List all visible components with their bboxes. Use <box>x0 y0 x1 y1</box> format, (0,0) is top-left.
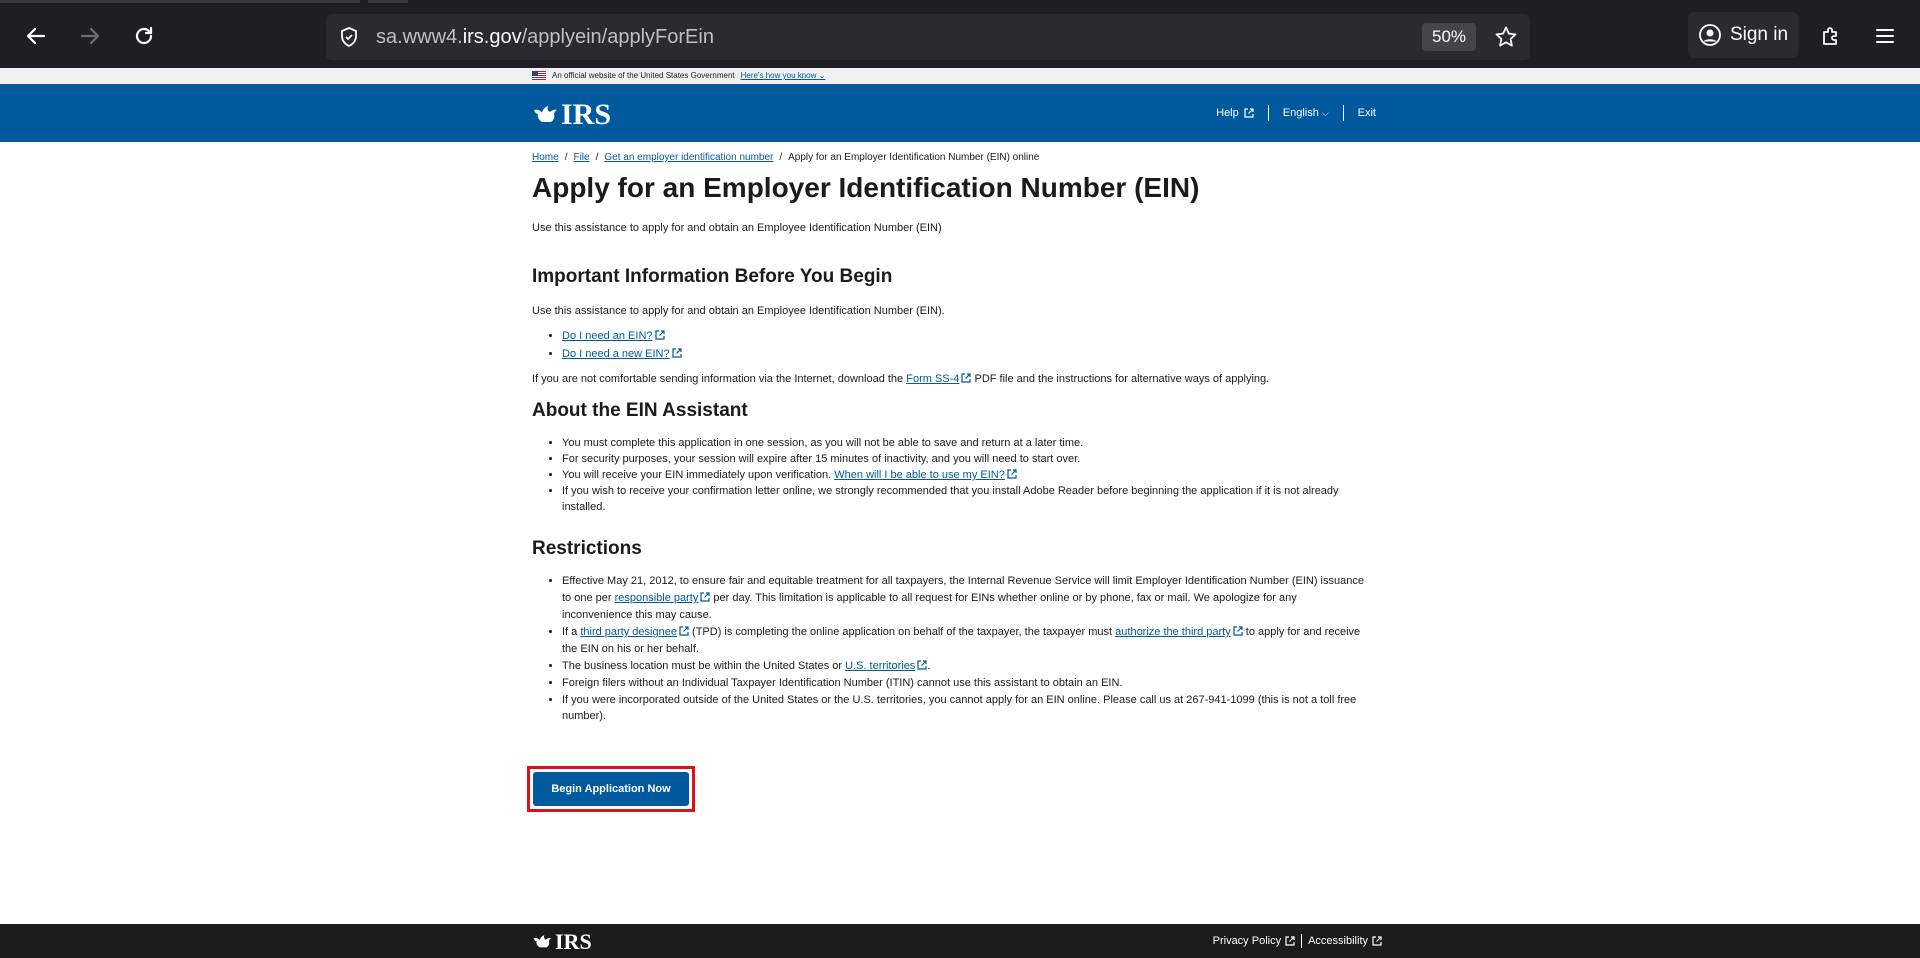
exit-link[interactable]: Exit <box>1357 107 1376 119</box>
external-link-icon <box>655 330 665 340</box>
external-link-icon <box>1244 108 1254 118</box>
sign-in-label: Sign in <box>1729 24 1789 45</box>
irs-logo-text: IRS <box>561 98 612 131</box>
heres-how-you-know-link[interactable]: Here's how you know ⌄ <box>740 71 826 80</box>
form-ss4-link[interactable]: Form SS-4 <box>906 373 960 385</box>
accessibility-link[interactable]: Accessibility <box>1302 935 1388 947</box>
help-link[interactable]: Help <box>1202 107 1268 119</box>
external-link-icon <box>1233 626 1243 636</box>
external-link-icon <box>1285 936 1295 946</box>
breadcrumb-get-ein[interactable]: Get an employer identification number <box>604 152 774 163</box>
privacy-policy-link[interactable]: Privacy Policy <box>1207 935 1301 947</box>
tab-strip <box>0 0 1920 6</box>
external-link-icon <box>700 592 710 602</box>
address-bar[interactable] <box>326 14 1530 60</box>
chevron-down-icon: ⌄ <box>818 71 826 80</box>
list-item <box>562 328 682 344</box>
breadcrumb-home[interactable]: Home <box>532 152 559 163</box>
eagle-icon <box>532 102 558 128</box>
us-flag-icon <box>532 71 546 80</box>
important-heading: Important Information Before You Begin <box>532 266 893 287</box>
list-item: • Foreign filers without an Individual Taxpayer Identification Number (ITIN) cannot use this assistant to obtain an EIN. <box>562 675 1364 692</box>
list-item: • Effective May 21, 2012, to ensure fair and equitable treatment for all taxpayers, the Internal Revenue Service will limit Employer Identification Number (EIN) issuance to one per responsible party per day. This limitation is applicable to all request for EINs whether online or by phone, fax or mail. We apologize for any inconvenience this may cause. <box>562 573 1364 624</box>
download-instructions: If you are not comfortable sending information via the Internet, download the Form SS-4 PDF file and the instructions for alternative ways of applying. <box>532 373 1270 385</box>
menu-button[interactable] <box>1865 16 1905 56</box>
list-item: • For security purposes, your session will expire after 15 minutes of inactivity, and you will need to start over. <box>562 451 1339 467</box>
external-link-icon <box>1007 469 1017 479</box>
list-item <box>562 346 682 362</box>
restrictions-heading: Restrictions <box>532 538 642 559</box>
external-link-icon <box>672 348 682 358</box>
arrow-right-icon <box>79 25 101 47</box>
browser-tab[interactable] <box>0 0 360 3</box>
shield-icon[interactable] <box>338 26 360 48</box>
site-footer <box>0 924 1920 958</box>
list-item: • You will receive your EIN immediately upon verification. When will I be able to use my EIN? <box>562 467 1339 483</box>
language-dropdown[interactable]: English ⌵ <box>1282 107 1329 119</box>
header-nav <box>1202 105 1390 121</box>
gov-banner <box>0 68 1920 84</box>
do-i-need-new-ein-link[interactable]: Do I need a new EIN? <box>562 348 670 360</box>
about-list <box>532 435 1339 515</box>
begin-application-button[interactable]: Begin Application Now <box>533 772 689 806</box>
back-button[interactable] <box>16 16 56 56</box>
begin-application-highlight <box>527 766 695 812</box>
breadcrumb: Home / File / Get an employer identification number / Apply for an Employer Identification Number (EIN) online <box>532 152 1040 163</box>
chevron-down-icon: ⌵ <box>1321 107 1329 118</box>
authorize-third-party-link[interactable]: authorize the third party <box>1115 626 1231 638</box>
footer-logo-text: IRS <box>555 929 592 954</box>
extensions-button[interactable] <box>1811 16 1851 56</box>
account-icon <box>1698 23 1722 47</box>
hamburger-icon <box>1874 25 1896 47</box>
arrow-left-icon <box>25 25 47 47</box>
eagle-icon <box>532 932 552 952</box>
list-item: • The business location must be within the United States or U.S. territories . <box>562 658 1364 675</box>
responsible-party-link[interactable]: responsible party <box>614 592 699 604</box>
list-item: • If you wish to receive your confirmation letter online, we strongly recommended that you install Adobe Reader before beginning the application if it is not already installed. <box>562 483 1339 515</box>
footer-nav <box>1207 934 1388 948</box>
reload-icon <box>133 25 155 47</box>
external-link-icon <box>917 660 927 670</box>
forward-button[interactable] <box>70 16 110 56</box>
about-heading: About the EIN Assistant <box>532 400 748 421</box>
us-territories-link[interactable]: U.S. territories <box>845 660 916 672</box>
important-intro: Use this assistance to apply for and obtain an Employee Identification Number (EIN). <box>532 305 945 317</box>
ein-links-list <box>532 328 682 362</box>
external-link-icon <box>961 373 971 383</box>
restrictions-list <box>532 573 1364 724</box>
url-text[interactable]: sa.www4.irs.gov/applyein/applyForEin <box>376 26 714 48</box>
gov-banner-text: An official website of the United States Government <box>552 71 735 80</box>
zoom-level-badge[interactable]: 50% <box>1422 23 1476 51</box>
page-subtitle: Use this assistance to apply for and obtain an Employee Identification Number (EIN) <box>532 222 942 234</box>
footer-irs-logo[interactable] <box>532 929 592 955</box>
puzzle-icon <box>1820 25 1842 47</box>
do-i-need-ein-link[interactable]: Do I need an EIN? <box>562 330 653 342</box>
when-use-ein-link[interactable]: When will I be able to use my EIN? <box>834 469 1005 481</box>
external-link-icon <box>679 626 689 636</box>
site-header <box>0 84 1920 142</box>
external-link-icon <box>1372 936 1382 946</box>
new-tab[interactable] <box>368 0 408 3</box>
third-party-designee-link[interactable]: third party designee <box>580 626 677 638</box>
reload-button[interactable] <box>124 16 164 56</box>
breadcrumb-current: Apply for an Employer Identification Number (EIN) online <box>788 152 1040 163</box>
page-title: Apply for an Employer Identification Number (EIN) <box>532 172 1200 203</box>
list-item: • You must complete this application in one session, as you will not be able to save and return at a later time. <box>562 435 1339 451</box>
star-icon[interactable] <box>1494 25 1518 49</box>
list-item: • If a third party designee (TPD) is completing the online application on behalf of the taxpayer, the taxpayer must authorize the third party to apply for and receive the EIN on his or her behalf. <box>562 624 1364 658</box>
breadcrumb-file[interactable]: File <box>573 152 590 163</box>
sign-in-button[interactable] <box>1688 12 1798 58</box>
browser-toolbar <box>0 0 1920 68</box>
irs-logo[interactable] <box>532 98 611 132</box>
list-item: • If you were incorporated outside of the United States or the U.S. territories, you cannot apply for an EIN online. Please call us at 267-941-1099 (this is not a toll free number). <box>562 692 1364 724</box>
